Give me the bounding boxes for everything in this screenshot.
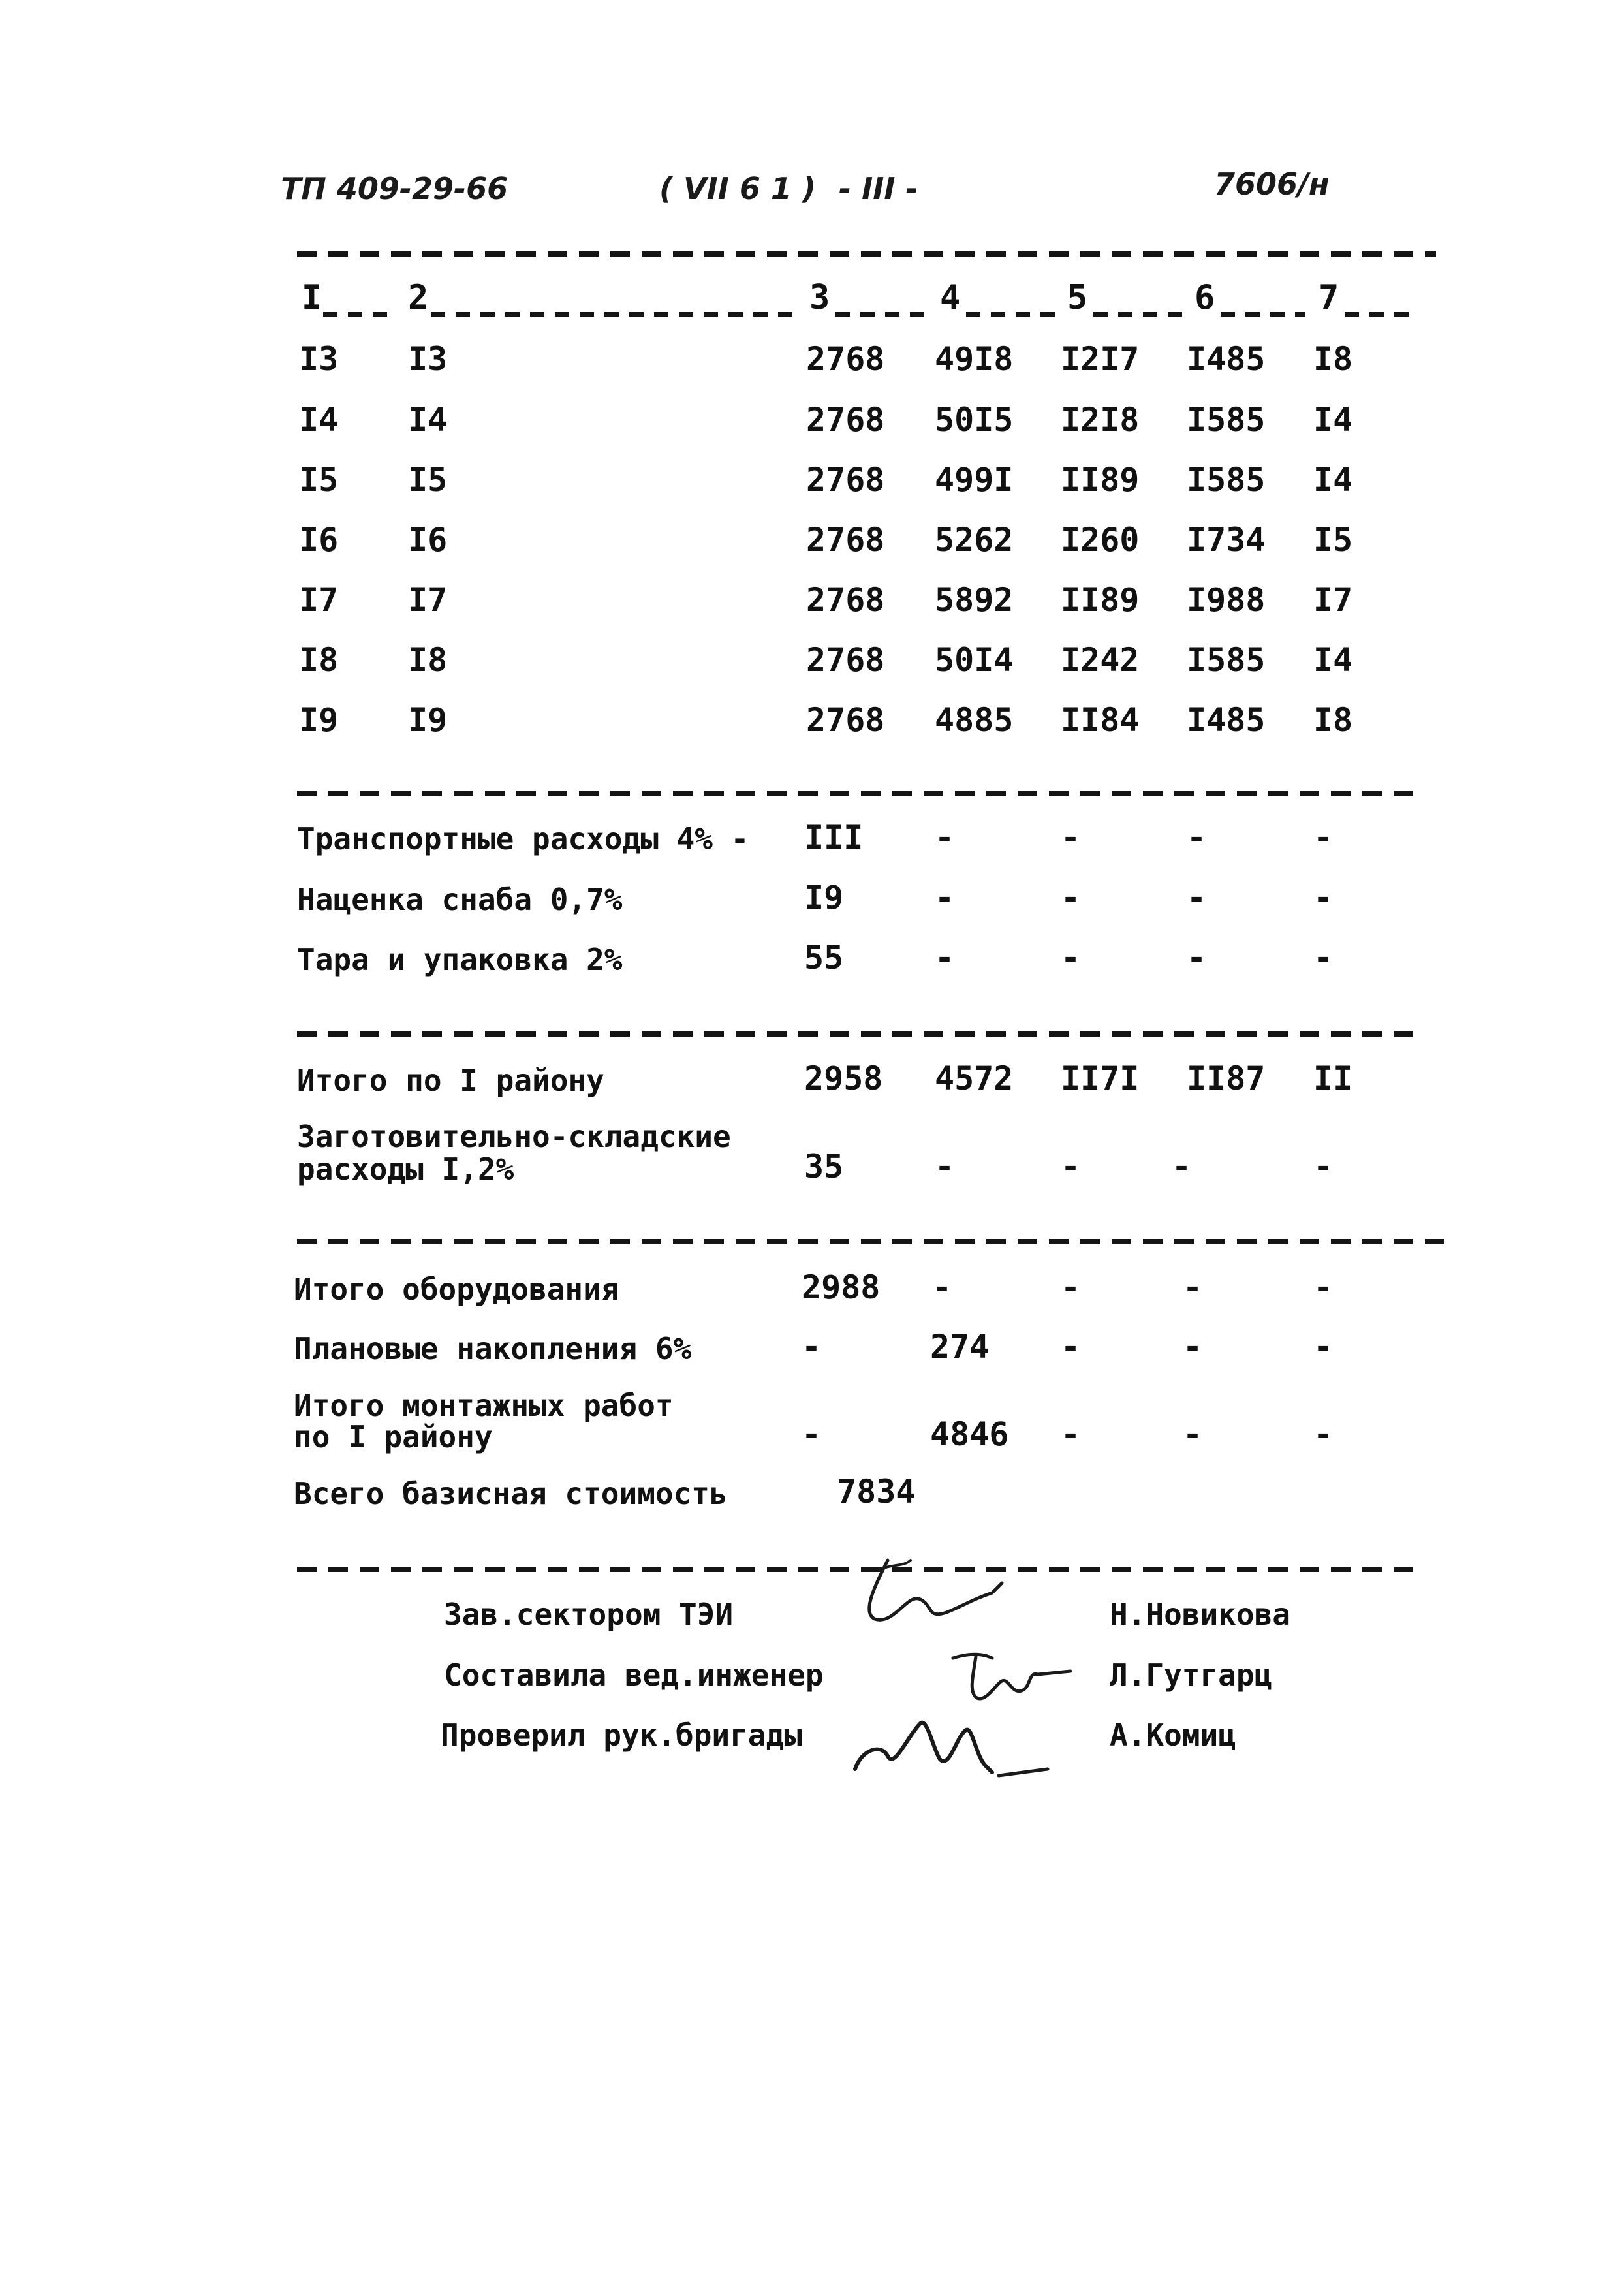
divider-top [297, 251, 1436, 257]
table-cell: 2768 [806, 521, 885, 559]
installation-label-line1: Итого монтажных работ [294, 1388, 674, 1423]
charge-value: - [1187, 879, 1207, 917]
table-cell: 2768 [806, 401, 885, 439]
charge-value: - [1187, 939, 1207, 977]
warehouse-value: - [1172, 1148, 1192, 1185]
installation-value: 4846 [930, 1415, 1009, 1453]
table-cell: I4 [408, 401, 448, 439]
total-value: - [1313, 1268, 1334, 1306]
signature-scribble-1 [849, 1547, 1018, 1639]
table-cell: 5262 [935, 521, 1014, 559]
table-cell: I7 [299, 581, 339, 619]
table-cell: I485 [1187, 340, 1266, 378]
charge-value: - [1313, 879, 1334, 917]
signature-role: Составила вед.инженер [444, 1657, 824, 1693]
table-cell: 2768 [806, 701, 885, 739]
table-cell: I5 [408, 461, 448, 499]
warehouse-value: - [1313, 1148, 1334, 1185]
signature-name: А.Комиц [1110, 1718, 1236, 1753]
total-value: - [1061, 1328, 1081, 1366]
charge-value: - [1313, 939, 1334, 977]
header-underline [966, 312, 1057, 317]
total-label: Плановые накопления 6% [294, 1331, 692, 1366]
total-label: Итого оборудования [294, 1272, 619, 1307]
total-value: - [932, 1268, 952, 1306]
document-code: ТП 409-29-66 [281, 171, 508, 206]
subtotal-value: II7I [1061, 1060, 1140, 1097]
warehouse-value: - [935, 1148, 955, 1185]
charge-value: 55 [804, 939, 844, 977]
table-cell: I9 [408, 701, 448, 739]
table-cell: I8 [299, 641, 339, 679]
subtotal-value: 4572 [935, 1060, 1014, 1097]
signature-role: Проверил рук.бригады [441, 1718, 802, 1753]
charge-label: Наценка снаба 0,7% [297, 882, 623, 917]
table-cell: 49I8 [935, 340, 1014, 378]
table-cell: I585 [1187, 641, 1266, 679]
warehouse-value: - [1061, 1148, 1081, 1185]
table-cell: II89 [1061, 461, 1140, 499]
table-cell: 2768 [806, 461, 885, 499]
installation-label-line2: по I району [294, 1419, 493, 1454]
header-underline [835, 312, 927, 317]
installation-value: - [1313, 1415, 1334, 1453]
table-cell: II84 [1061, 701, 1140, 739]
table-cell: I6 [299, 521, 339, 559]
column-header: 2 [408, 278, 429, 317]
charge-value: I9 [804, 879, 844, 917]
header-underline [431, 312, 796, 317]
total-value: - [1313, 1328, 1334, 1366]
subtotal-label: Итого по I району [297, 1063, 604, 1098]
table-cell: I9 [299, 701, 339, 739]
table-cell: 499I [935, 461, 1014, 499]
table-cell: I6 [408, 521, 448, 559]
table-cell: 4885 [935, 701, 1014, 739]
subtotal-value: 2958 [804, 1060, 883, 1097]
total-value: - [1183, 1268, 1203, 1306]
charge-label: Тара и упаковка 2% [297, 942, 623, 977]
header-underline [1221, 312, 1305, 317]
table-cell: 2768 [806, 581, 885, 619]
column-header: I [302, 278, 322, 317]
signature-role: Зав.сектором ТЭИ [444, 1597, 734, 1632]
table-cell: 50I4 [935, 641, 1014, 679]
total-value: 274 [930, 1328, 990, 1366]
divider [297, 791, 1413, 796]
table-cell: I7 [1313, 581, 1353, 619]
warehouse-value: 35 [804, 1148, 844, 1185]
table-cell: I2I7 [1061, 340, 1140, 378]
table-cell: I585 [1187, 461, 1266, 499]
page-number: - III - [839, 171, 918, 206]
column-header: 3 [809, 278, 830, 317]
warehouse-label-line1: Заготовительно-складские [297, 1119, 731, 1154]
charge-value: - [1187, 819, 1207, 856]
table-cell: 50I5 [935, 401, 1014, 439]
table-cell: 2768 [806, 340, 885, 378]
charge-value: - [935, 939, 955, 977]
table-cell: I3 [408, 340, 448, 378]
divider [297, 1031, 1420, 1037]
column-header: 7 [1319, 278, 1339, 317]
signature-scribble-3 [842, 1697, 1057, 1795]
table-cell: I7 [408, 581, 448, 619]
total-value: 2988 [802, 1268, 881, 1306]
installation-value: - [802, 1415, 822, 1453]
charge-value: - [1061, 819, 1081, 856]
table-cell: I5 [299, 461, 339, 499]
grand-total-label: Всего базисная стоимость [294, 1476, 728, 1511]
total-value: - [1183, 1328, 1203, 1366]
table-cell: 2768 [806, 641, 885, 679]
table-cell: I242 [1061, 641, 1140, 679]
table-cell: I585 [1187, 401, 1266, 439]
table-cell: I4 [299, 401, 339, 439]
grand-total-value: 7834 [837, 1473, 916, 1511]
column-header: 5 [1067, 278, 1088, 317]
table-cell: II89 [1061, 581, 1140, 619]
charge-value: - [1061, 939, 1081, 977]
subtotal-value: II87 [1187, 1060, 1266, 1097]
charge-value: III [804, 819, 864, 856]
charge-value: - [935, 879, 955, 917]
table-cell: I485 [1187, 701, 1266, 739]
archive-number: 7606/н [1214, 166, 1330, 202]
table-cell: I5 [1313, 521, 1353, 559]
table-cell: I260 [1061, 521, 1140, 559]
table-cell: I8 [1313, 701, 1353, 739]
signature-name: Л.Гутгарц [1110, 1657, 1273, 1693]
table-cell: I4 [1313, 461, 1353, 499]
installation-value: - [1061, 1415, 1081, 1453]
installation-value: - [1183, 1415, 1203, 1453]
table-cell: I4 [1313, 401, 1353, 439]
table-cell: 5892 [935, 581, 1014, 619]
charge-value: - [935, 819, 955, 856]
section-reference: ( VII 6 1 ) [659, 171, 816, 206]
signature-name: Н.Новикова [1110, 1597, 1290, 1632]
charge-value: - [1313, 819, 1334, 856]
warehouse-label-line2: расходы I,2% [297, 1152, 514, 1187]
total-value: - [802, 1328, 822, 1366]
divider [297, 1239, 1446, 1244]
header-underline [1093, 312, 1185, 317]
table-cell: I8 [408, 641, 448, 679]
total-value: - [1061, 1268, 1081, 1306]
table-cell: I734 [1187, 521, 1266, 559]
table-cell: I8 [1313, 340, 1353, 378]
table-cell: I2I8 [1061, 401, 1140, 439]
header-underline [323, 312, 395, 317]
column-header: 4 [940, 278, 961, 317]
table-cell: I4 [1313, 641, 1353, 679]
charge-value: - [1061, 879, 1081, 917]
table-cell: I988 [1187, 581, 1266, 619]
charge-label: Транспортные расходы 4% - [297, 821, 749, 856]
header-underline [1345, 312, 1416, 317]
table-cell: I3 [299, 340, 339, 378]
column-header: 6 [1195, 278, 1215, 317]
subtotal-value: II [1313, 1060, 1353, 1097]
